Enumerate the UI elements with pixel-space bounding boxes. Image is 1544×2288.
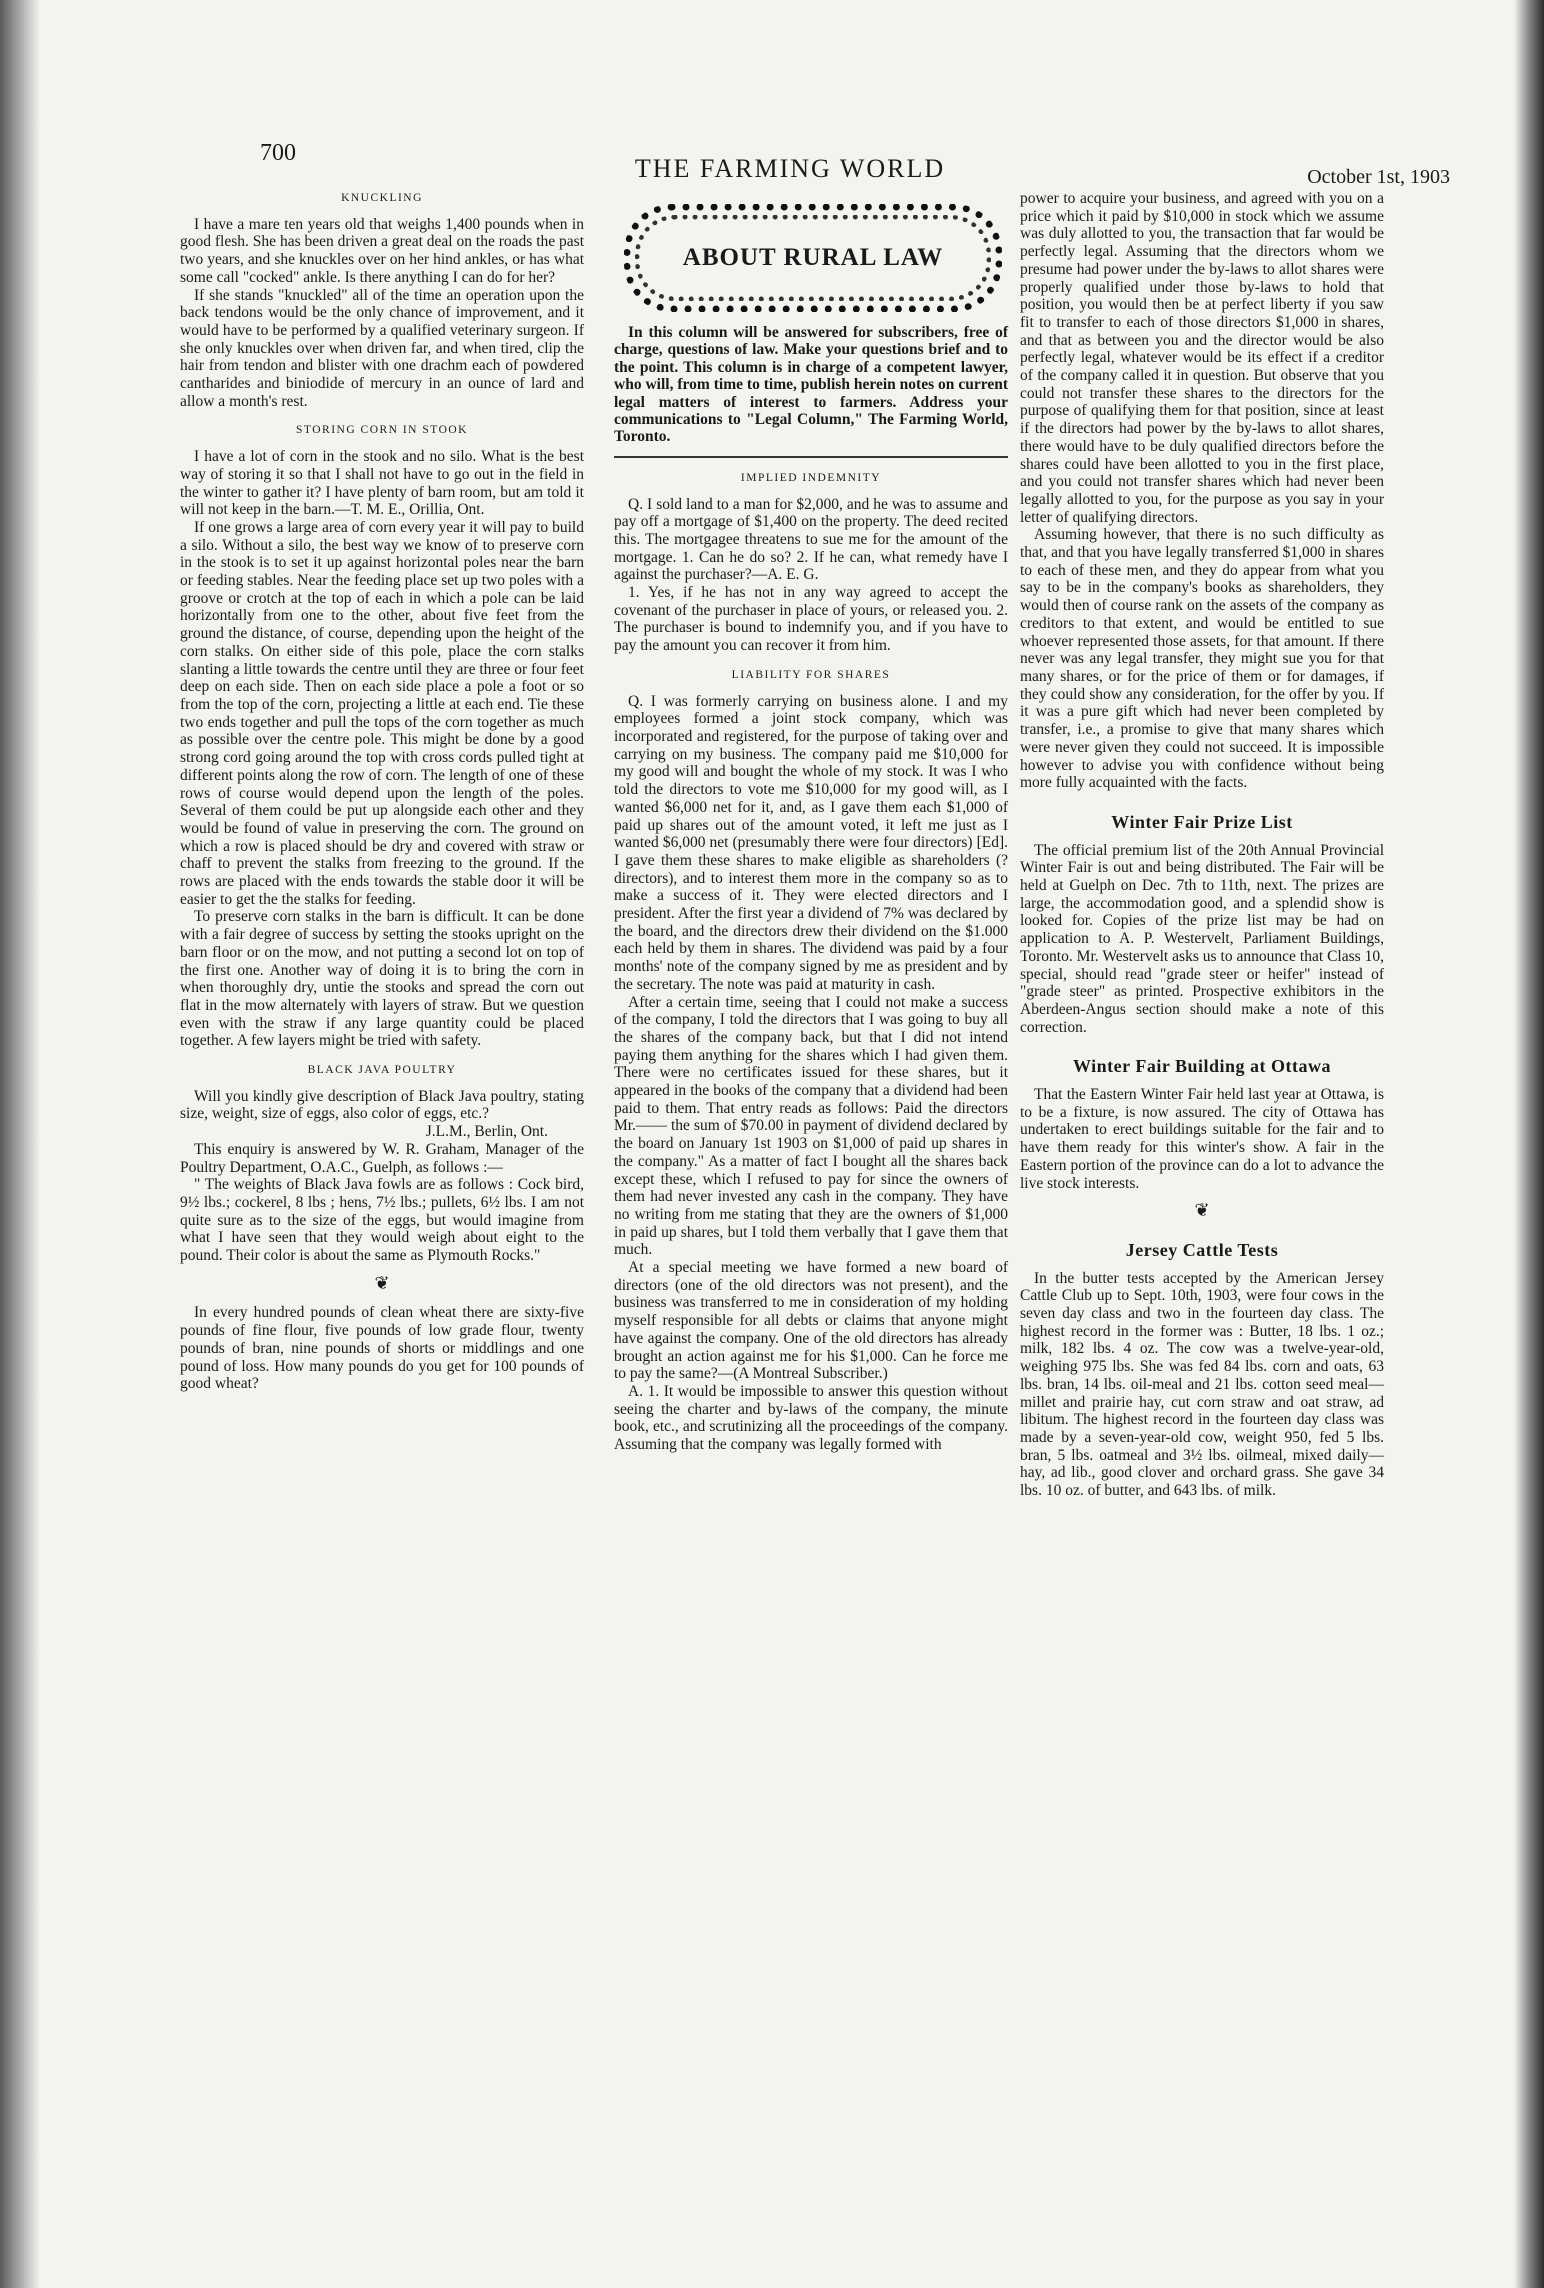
page-header — [190, 140, 1450, 190]
scan-right-edge — [1514, 0, 1544, 2288]
fleuron-icon: ❦ — [1194, 1200, 1210, 1221]
knuckling-question: I have a mare ten years old that weighs 1,400 pounds when in good flesh. She has been driven a great deal on the roads the past two years, and she knuckles over on her hind ankles, or has what some call "cocked" ankle. Is there anything I can do for her? — [180, 215, 584, 286]
scan-left-edge — [0, 0, 40, 2288]
jersey-heading: Jersey Cattle Tests — [1125, 1239, 1279, 1260]
knuckling-answer: If she stands "knuckled" all of the time an operation upon the back tendons would be the only chance of improvement, and it would have to be performed by a qualified veterinary surgeon. If she only knuckles over when driven far, and when tired, clip the hair from tendon and blister with one drachm each of powdered cantharides and biniodide of mercury in an ounce of lard and allow a month's rest. — [180, 286, 584, 410]
rural-law-title: ABOUT RURAL LAW — [682, 244, 944, 272]
issue-date: October 1st, 1903 — [1307, 166, 1450, 188]
rural-law-intro: In this column will be answered for subscribers, free of charge, questions of law. Make your questions brief and to the point. This column is in charge of a competent lawyer, who will, from time to time, publish herein notes on current legal matters of interest to farmers. Address your communications to "Legal Column," The Farming World, Toronto. — [614, 324, 1008, 446]
column-right — [1020, 190, 1384, 1500]
implied-indemnity-answer: 1. Yes, if he has not in any way agreed to accept the covenant of the purchaser in place of yours, or released you. 2. The purchaser is bound to indemnify you, and if you have to pay the amount you can recover it from him. — [614, 584, 1008, 655]
liability-question-2: After a certain time, seeing that I could not make a success of the company, I told the directors that I was going to buy all the shares of the company back, but that I did not intend paying them anything for the shares which I had given them. There were no certificates issued for these shares, but it appeared in the books of the company that a dividend had been paid to them. That entry reads as follows: Paid the directors Mr.—— the sum of $70.00 in payment of dividend declared by the board on January 1st 1903 on $1,000 of paid up shares in the company." As a matter of fact I bought all the shares back except these, which I refused to pay for since the owners of them had never invested any cash in the company. They have no writing from me stating that they are the owners of $1,000 in paid up shares, but I told them verbally that I gave them that much. — [614, 993, 1008, 1259]
divider — [614, 456, 1008, 458]
winter-fair-ottawa-body: That the Eastern Winter Fair held last year at Ottawa, is to be a fixture, is now assured. The city of Ottawa has undertaken to erect buildings suitable for the fair and to have them ready for this winter's show. A fair in the Eastern portion of the province can do a lot to advance the live stock interests. — [1020, 1086, 1384, 1192]
storing-corn-answer-1: If one grows a large area of corn every year it will pay to build a silo. Without a silo, the best way we know of to preserve corn in the stook is to set it up against horizontal poles near the barn or feeding stables. Near the feeding place set up two poles with a groove or crotch at the top of each in which a pole can be laid horizontally from one to the other, about five feet from the ground the distance, of course, depending upon the height of the corn stalks. On either side of this pole, place the corn stalks slanting a little towards the centre until they are three or four feet deep on each side. Then on each side place a pole a foot or so from the top of the corn, projecting a little at each end. Tie these two ends together and pull the tops of the corn together as much as possible over the centre pole. This might be done by a good strong cord going around the top with cross cords pulled tight at different points along the row of corn. The length of one of these rows of course would depend upon the length of the poles. Several of them could be put up alongside each other and they would be found of value in preserving the corn. The ground on which a row is placed should be dry and covered with straw or chaff to prevent the stalks from freezing to the ground. If the rows are placed with the ends towards the stable door it will be easier to get the the stalks for feeding. — [180, 518, 584, 908]
black-java-answer-quote: " The weights of Black Java fowls are as follows : Cock bird, 9½ lbs.; cockerel, 8 lbs ; hens, 7½ lbs.; pullets, 6½ lbs. I am not quite sure as to the size of the eggs, but would imagine from what I have seen that they would weigh about eight to the pound. Their color is about the same as Plymouth Rocks." — [180, 1176, 584, 1265]
liability-answer-continued: power to acquire your business, and agreed with you on a price which it paid by $10,000 in stock which we assume was duly allotted to you, the transaction that far would be perfectly legal. Assuming that the directors whom we presume had power under the by-laws to allot shares were properly qualified under those by-laws to hold that position, you would then be at perfect liberty if you saw fit to transfer to each of those directors $1,000 in shares, and that as between you and the director would be also perfectly legal, whatever would be its effect if a creditor of the company called it in question. But observe that you could not transfer these shares to the directors for the purpose of qualifying them for that position, since at least if the directors had power by the by-laws to allot shares, there would have to be duly qualified directors before the shares could have been allotted to you in the first place, and you could not transfer shares which had never been legally allotted to you, for the purpose as you say in your letter of qualifying directors. — [1020, 190, 1384, 526]
black-java-answer-intro: This enquiry is answered by W. R. Graham, Manager of the Poultry Department, O.A.C., Guelph, as follows :— — [180, 1140, 584, 1176]
storing-corn-question: I have a lot of corn in the stook and no silo. What is the best way of storing it so that I shall not have to go out in the field in the winter to gather it? I have plenty of barn room, but am told it will not keep in the barn.—T. M. E., Orillia, Ont. — [180, 448, 584, 519]
winter-fair-prize-body: The official premium list of the 20th Annual Provincial Winter Fair is out and being distributed. The Fair will be held at Guelph on Dec. 7th to 11th, next. The prizes are large, the accommodation good, and a splendid show is looked for. Copies of the prize list may be had on application to A. P. Westervelt, Parliament Buildings, Toronto. Mr. Westervelt asks us to announce that Class 10, special, should read "grade steer or heifer" instead of "grade steer" as printed. Prospective exhibitors in the Aberdeen-Angus section should make a note of this correction. — [1020, 841, 1384, 1036]
page-number: 700 — [260, 140, 296, 166]
black-java-heading: BLACK JAVA POULTRY — [307, 1064, 457, 1077]
masthead: THE FARMING WORLD — [634, 154, 946, 183]
flour-question: In every hundred pounds of clean wheat there are sixty-five pounds of fine flour, five pounds of low grade flour, twenty pounds of bran, nine pounds of shorts or middlings and one pound of loss. How many pounds do you get for 100 pounds of good wheat? — [180, 1304, 584, 1393]
column-middle — [614, 190, 1008, 1454]
liability-question-1: Q. I was formerly carrying on business alone. I and my employees formed a joint stock company, which was incorporated and registered, for the purpose of taking over and carrying on my business. The company paid me $10,000 for my good will and bought the whole of my stock. It was I who told the directors to vote me $10,000 for my good will, as I wanted $6,000 net for it, and, as I gave them each $1,000 of paid up shares out of the amount voted, it left me just as I wanted $6,000 net (presumably there were four directors) [Ed]. I gave them these shares to make eligible as shareholders (? directors), and to interest them more in the company so as to make a success of it. They were elected directors and I president. After the first year a dividend of 7% was declared by the board, and the directors drew their dividend on the $1.000 each held by them in shares. The dividend was paid by a four months' note of the company signed by me as president and by the secretary. The note was paid at maturity in cash. — [614, 692, 1008, 993]
knuckling-heading: KNUCKLING — [341, 192, 423, 204]
winter-fair-ottawa-heading: Winter Fair Building at Ottawa — [1072, 1056, 1332, 1077]
storing-corn-answer-2: To preserve corn stalks in the barn is difficult. It can be done with a fair degree of success by setting the stooks upright on the barn floor or on the mow, and not putting a second lot on top of the first one. Another way of doing it is to bring the corn in when thoroughly dry, untie the stooks and spread the corn out flat in the mow alternately with layers of straw. But we question even with the straw if any large quantity could be placed together. A few layers might be tried with safety. — [180, 908, 584, 1050]
liability-answer-start: A. 1. It would be impossible to answer this question without seeing the charter and by-laws of the company, the minute book, etc., and scrutinizing all the proceedings of the company. Assuming that the company was legally formed with — [614, 1383, 1008, 1454]
implied-indemnity-question: Q. I sold land to a man for $2,000, and he was to assume and pay off a mortgage of $1,400 on the property. The deed recited this. The mortgagee threatens to sue me for the amount of the mortgage. 1. Can he do so? 2. If he can, what remedy have I against the purchaser?—A. E. G. — [614, 495, 1008, 584]
jersey-body: In the butter tests accepted by the American Jersey Cattle Club up to Sept. 10th, 1903, were four cows in the seven day class and two in the fourteen day class. The highest record in the former was : Butter, 18 lbs. 1 oz.; milk, 182 lbs. 4 oz. The cow was a twelve-year-old, weighing 975 lbs. She was fed 84 lbs. corn and oats, 63 lbs. bran, 14 lbs. oil-meal and 21 lbs. cotton seed meal—millet and prairie hay, cut corn straw and oat straw, ad libitum. The highest record in the fourteen day class was made by a seven-year-old cow, weight 950, fed 5 lbs. bran, 5 lbs. oatmeal and 3½ lbs. oilmeal, mixed daily—hay, ad lib., good clover and orchard grass. She gave 34 lbs. 10 oz. of butter, and 643 lbs. of milk. — [1020, 1269, 1384, 1500]
column-left — [180, 190, 584, 1393]
rural-law-box — [624, 204, 1002, 312]
storing-corn-heading: STORING CORN IN STOOK — [296, 424, 468, 437]
black-java-question: Will you kindly give description of Black Java poultry, stating size, weight, size of eggs, also color of eggs, etc.? — [180, 1087, 584, 1123]
liability-question-3: At a special meeting we have formed a new board of directors (one of the old directors was not present), and the business was transferred to me in consideration of my holding myself responsible for all debts or claims that anyone might have against the company. One of the old directors has already brought an action against me for his $1,000. Can he force me to pay the same?—(A Montreal Subscriber.) — [614, 1259, 1008, 1383]
black-java-signature: J.L.M., Berlin, Ont. — [425, 1123, 548, 1141]
implied-indemnity-heading: IMPLIED INDEMNITY — [740, 471, 882, 484]
liability-heading: LIABILITY FOR SHARES — [731, 668, 891, 681]
winter-fair-prize-heading: Winter Fair Prize List — [1111, 811, 1293, 832]
liability-answer-2: Assuming however, that there is no such difficulty as that, and that you have legally transferred $1,000 in shares to each of these men, and they do appear from what you say to be in the company's books as shareholders, they would then of course rank on the assets of the company as creditors to that extent, and would be entitled to sue whoever represented those assets, for that amount. If there never was any legal transfer, they might sue you for that many shares, or for the price of them or for damages, if they could show any consideration, for the offer by you. If it was a pure gift which had never been completed by transfer, i.e., a promise to give that many shares which were never given they could not succeed. It is impossible however to advise you with confidence without being more fully acquainted with the facts. — [1020, 526, 1384, 792]
fleuron-icon: ❦ — [374, 1272, 390, 1293]
